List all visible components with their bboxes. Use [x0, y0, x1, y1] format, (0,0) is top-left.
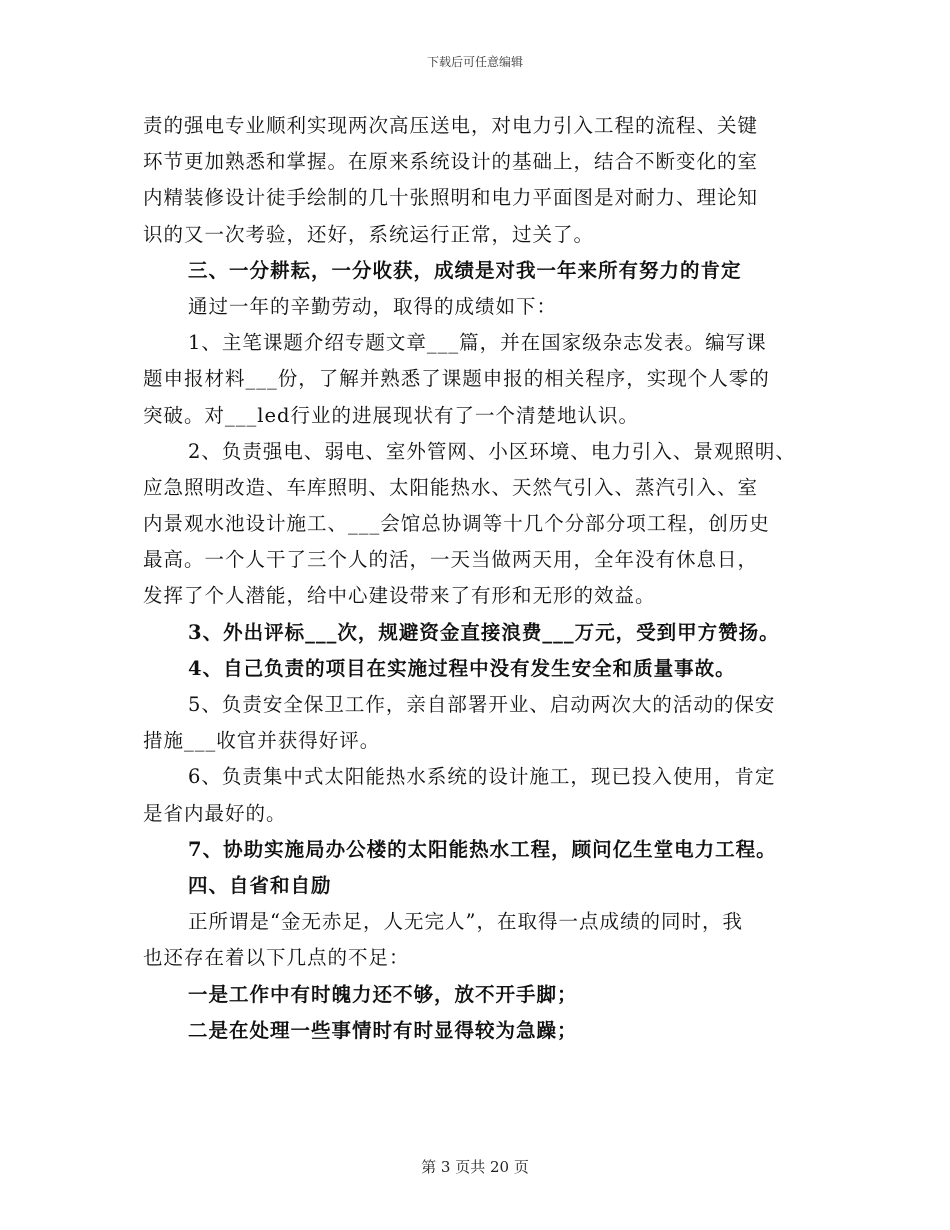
text-line: 4、自己负责的项目在实施过程中没有发生安全和质量事故。 — [188, 656, 736, 680]
text-line: 四、自省和自励 — [188, 873, 332, 897]
text-line: 措施___收官并获得好评。 — [143, 729, 381, 753]
text-line: 1、主笔课题介绍专题文章___篇，并在国家级杂志发表。编写课 — [188, 331, 767, 355]
text-line: 一是工作中有时魄力还不够，放不开手脚； — [188, 982, 578, 1006]
text-line: 题申报材料___份，了解并熟悉了课题申报的相关程序，实现个人零的 — [143, 367, 770, 391]
text-line: 责的强电专业顺利实现两次高压送电，对电力引入工程的流程、关键 — [143, 114, 759, 137]
text-line: 是省内最好的。 — [143, 801, 287, 825]
text-line: 最高。一个人干了三个人的活，一天当做两天用，全年没有休息日， — [143, 548, 759, 572]
text-line: 正所谓是“金无赤足，人无完人”，在取得一点成绩的同时，我 — [188, 910, 743, 934]
text-line: 通过一年的辛勤劳动，取得的成绩如下： — [188, 294, 558, 318]
text-line: 6、负责集中式太阳能热水系统的设计施工，现已投入使用，肯定 — [188, 765, 776, 789]
text-line: 内精装修设计徒手绘制的几十张照明和电力平面图是对耐力、理论知 — [143, 186, 759, 210]
text-line: 也还存在着以下几点的不足： — [143, 946, 410, 970]
page-number: 第 3 页共 20 页 — [421, 1158, 529, 1176]
text-line: 7、协助实施局办公楼的太阳能热水工程，顾问亿生堂电力工程。 — [188, 837, 777, 861]
text-line: 内景观水池设计施工、___会馆总协调等十几个分部分项工程，创历史 — [143, 512, 770, 536]
text-line: 突破。对___led行业的进展现状有了一个清楚地认识。 — [143, 403, 640, 427]
text-line: 应急照明改造、车库照明、太阳能热水、天然气引入、蒸汽引入、室 — [143, 475, 759, 499]
text-line: 环节更加熟悉和掌握。在原来系统设计的基础上，结合不断变化的室 — [143, 150, 759, 174]
text-line: 三、一分耕耘，一分收获，成绩是对我一年来所有努力的肯定 — [188, 258, 742, 282]
text-line: 发挥了个人潜能，给中心建设带来了有形和无形的效益。 — [143, 584, 656, 608]
text-line: 3、外出评标___次，规避资金直接浪费___万元，受到甲方赞扬。 — [188, 620, 780, 644]
document-body — [143, 108, 823, 1049]
text-line: 2、负责强电、弱电、室外管网、小区环境、电力引入、景观照明、 — [188, 439, 796, 463]
text-line: 5、负责安全保卫工作，亲自部署开业、启动两次大的活动的保安 — [188, 693, 776, 716]
text-line: 识的又一次考验，还好，系统运行正常，过关了。 — [143, 222, 595, 246]
text-line: 二是在处理一些事情时有时显得较为急躁； — [188, 1018, 578, 1042]
header-note: 下载后可任意编辑 — [426, 55, 523, 69]
